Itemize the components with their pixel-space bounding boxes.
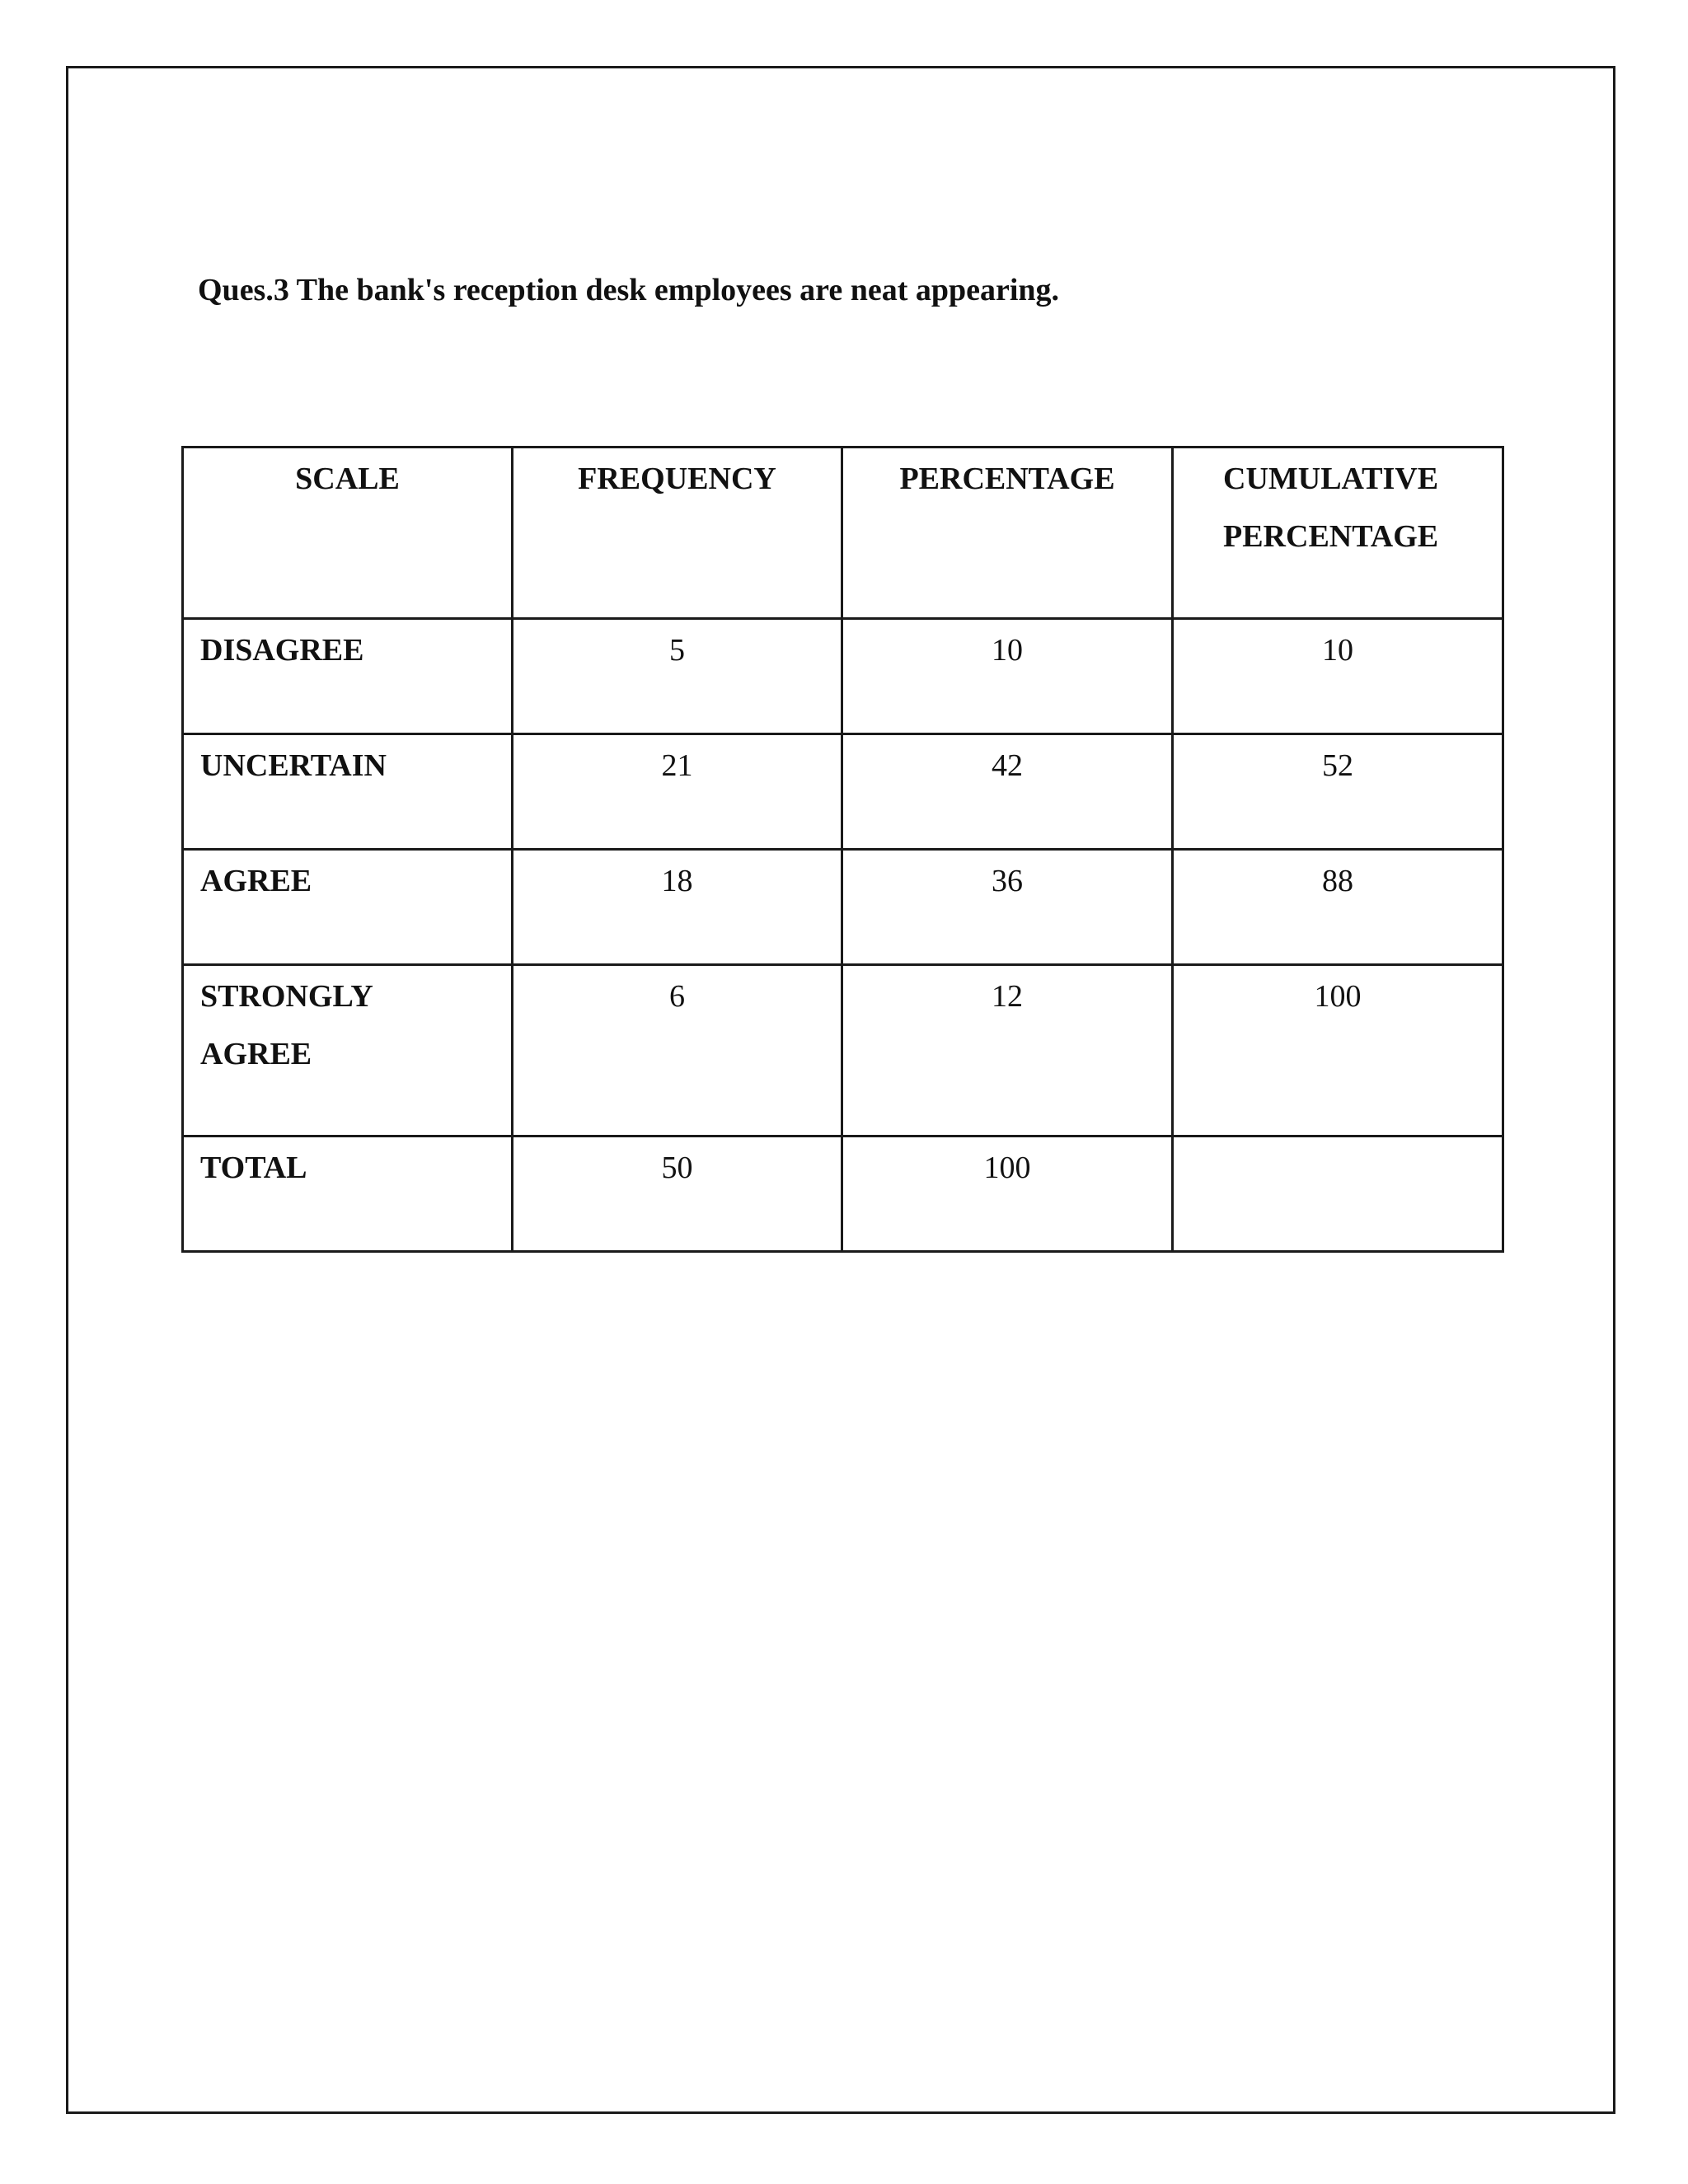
- scale-line2: AGREE: [200, 1037, 312, 1071]
- frequency-cell: 21: [513, 734, 842, 850]
- percentage-cell: 12: [842, 965, 1173, 1137]
- table-row: [183, 734, 1503, 850]
- question-title: Ques.3 The bank's reception desk employees are neat appearing.: [198, 273, 1060, 307]
- scale-cell: AGREE: [183, 850, 513, 965]
- frequency-cell: 18: [513, 850, 842, 965]
- scale-cell: DISAGREE: [183, 619, 513, 734]
- table-row: [183, 965, 1503, 1137]
- response-table: [181, 446, 1504, 1253]
- header-cumulative-percentage: [1173, 448, 1503, 619]
- frequency-cell: 5: [513, 619, 842, 734]
- percentage-cell: 42: [842, 734, 1173, 850]
- table-row-total: [183, 1137, 1503, 1252]
- frequency-cell: 50: [513, 1137, 842, 1252]
- cumulative-cell: 52: [1173, 734, 1503, 850]
- scale-cell: TOTAL: [183, 1137, 513, 1252]
- percentage-cell: 100: [842, 1137, 1173, 1252]
- header-cumulative-line1: CUMULATIVE: [1223, 462, 1439, 496]
- percentage-cell: 36: [842, 850, 1173, 965]
- table-row: [183, 619, 1503, 734]
- header-scale: SCALE: [183, 448, 513, 619]
- header-percentage: PERCENTAGE: [842, 448, 1173, 619]
- header-cumulative-line2: PERCENTAGE: [1223, 519, 1439, 554]
- frequency-cell: 6: [513, 965, 842, 1137]
- scale-line1: STRONGLY: [200, 979, 373, 1014]
- table-header-row: [183, 448, 1503, 619]
- cumulative-cell: [1173, 1137, 1503, 1252]
- scale-cell: UNCERTAIN: [183, 734, 513, 850]
- header-frequency: FREQUENCY: [513, 448, 842, 619]
- cumulative-cell: 100: [1173, 965, 1503, 1137]
- cumulative-cell: 88: [1173, 850, 1503, 965]
- percentage-cell: 10: [842, 619, 1173, 734]
- scale-cell: [183, 965, 513, 1137]
- table-row: [183, 850, 1503, 965]
- cumulative-cell: 10: [1173, 619, 1503, 734]
